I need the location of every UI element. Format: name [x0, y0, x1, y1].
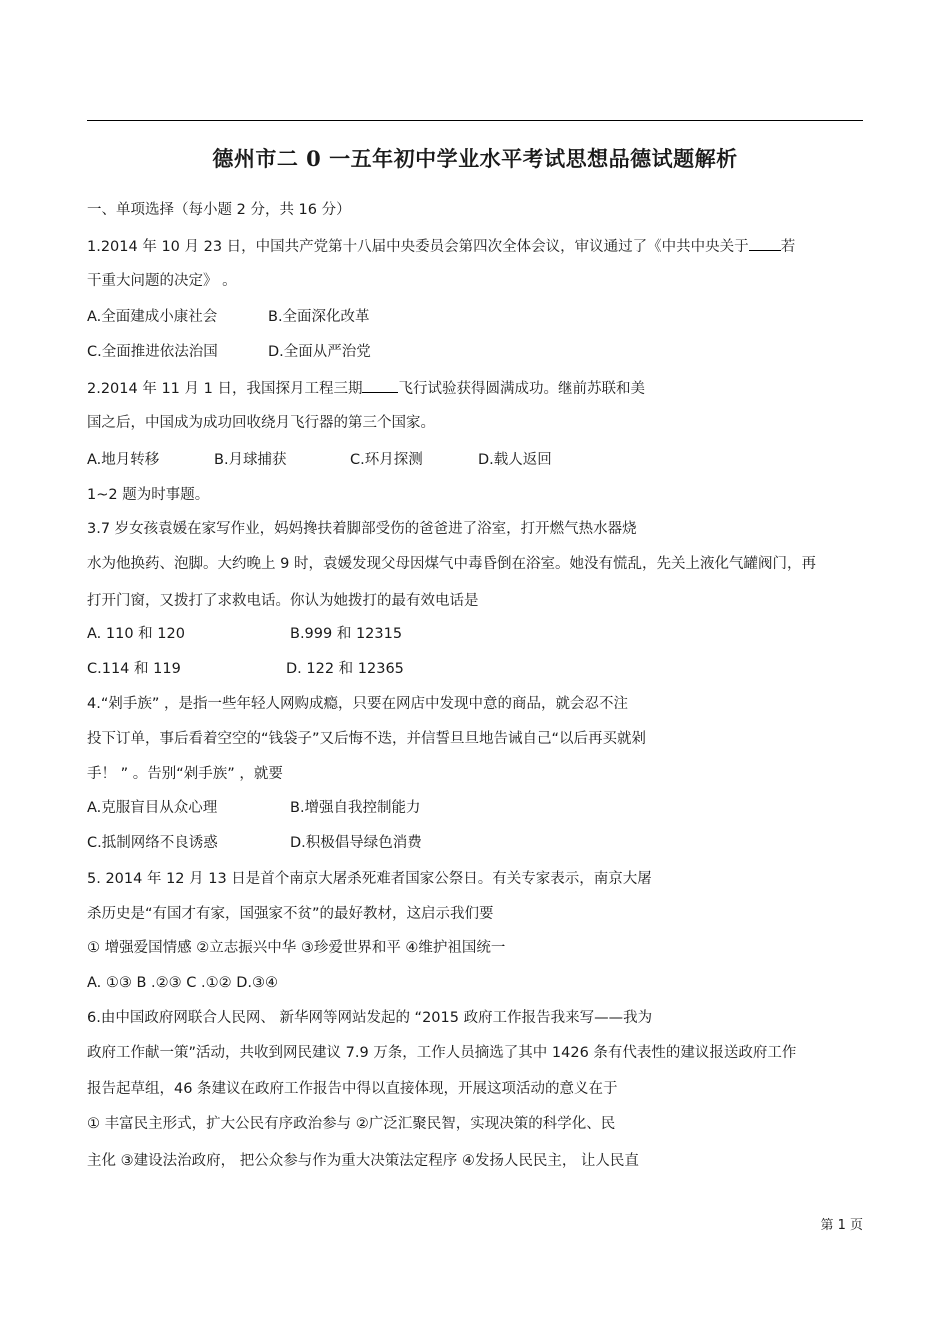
question-4-line-3: 手！ ” 。告别“剁手族” ，就要 — [87, 766, 283, 782]
question-2-text-b: 飞行试验获得圆满成功。继前苏联和美 — [398, 381, 645, 397]
question-2-option-c: C.环月探测 — [350, 452, 423, 468]
note-current-affairs: 1~2 题为时事题。 — [87, 487, 210, 503]
question-4-line-2: 投下订单，事后看着空空的“钱袋子”又后悔不迭，并信誓旦旦地告诫自己“以后再买就剁 — [87, 731, 647, 747]
question-1-option-d: D.全面从严治党 — [268, 344, 371, 360]
question-5-line-2: 杀历史是“有国才有家，国强家不贫”的最好教材，这启示我们要 — [87, 906, 494, 922]
question-3-option-c: C.114 和 119 — [87, 661, 181, 677]
question-2-option-b: B.月球捕获 — [214, 452, 287, 468]
question-1-blank — [749, 236, 781, 251]
question-3-line-3: 打开门窗，又拨打了求救电话。你认为她拨打的最有效电话是 — [87, 593, 479, 609]
question-2-text-a: 2.2014 年 11 月 1 日，我国探月工程三期 — [87, 381, 363, 397]
question-3-option-d: D. 122 和 12365 — [286, 661, 404, 677]
question-1-option-a: A.全面建成小康社会 — [87, 309, 218, 325]
question-2-option-d: D.载人返回 — [478, 452, 552, 468]
section-heading: 一、单项选择（每小题 2 分，共 16 分） — [87, 202, 351, 218]
question-3-option-a: A. 110 和 120 — [87, 626, 185, 642]
question-1-line-2: 干重大问题的决定》 。 — [87, 273, 237, 289]
question-6-line-5: 主化 ③建设法治政府， 把公众参与作为重大决策法定程序 ④发扬人民民主， 让人民直 — [87, 1153, 639, 1169]
question-1-text-b: 若 — [780, 239, 796, 255]
question-5-options: A. ①③ B .②③ C .①② D.③④ — [87, 975, 278, 991]
question-4-option-c: C.抵制网络不良诱惑 — [87, 835, 218, 851]
question-5-line-3: ① 增强爱国情感 ②立志振兴中华 ③珍爱世界和平 ④维护祖国统一 — [87, 940, 506, 956]
question-3-line-2: 水为他换药、泡脚。大约晚上 9 时，袁媛发现父母因煤气中毒昏倒在浴室。她没有慌乱，先关上液化气罐阀门，再 — [87, 556, 816, 572]
question-2-line-1 — [87, 378, 645, 399]
question-3-option-b: B.999 和 12315 — [290, 626, 403, 642]
question-5-line-1: 5. 2014 年 12 月 13 日是首个南京大屠杀死难者国家公祭日。有关专家表示，南京大屠 — [87, 871, 652, 887]
question-4-line-1: 4.“剁手族” ，是指一些年轻人网购成瘾，只要在网店中发现中意的商品，就会忍不注 — [87, 696, 628, 712]
page-title: 德州市二 0 一五年初中学业水平考试思想品德试题解析 — [212, 146, 738, 171]
question-1-option-b: B.全面深化改革 — [268, 309, 370, 325]
question-6-line-2: 政府工作献一策”活动，共收到网民建议 7.9 万条，工作人员摘选了其中 1426 条有代表性的建议报送政府工作 — [87, 1045, 797, 1061]
question-1-line-1 — [87, 236, 795, 257]
question-2-blank — [362, 378, 398, 393]
header-rule — [87, 120, 863, 121]
question-2-line-2: 国之后，中国成为成功回收绕月飞行器的第三个国家。 — [87, 415, 435, 431]
page-number: 第 1 页 — [820, 1218, 863, 1233]
question-6-line-1: 6.由中国政府网联合人民网、 新华网等网站发起的 “2015 政府工作报告我来写——我为 — [87, 1010, 653, 1026]
question-2-option-a: A.地月转移 — [87, 452, 160, 468]
question-1-option-c: C.全面推进依法治国 — [87, 344, 218, 360]
question-4-option-b: B.增强自我控制能力 — [290, 800, 421, 816]
question-4-option-d: D.积极倡导绿色消费 — [290, 835, 422, 851]
question-3-line-1: 3.7 岁女孩袁媛在家写作业，妈妈搀扶着脚部受伤的爸爸进了浴室，打开燃气热水器烧 — [87, 521, 637, 537]
question-4-option-a: A.克服盲目从众心理 — [87, 800, 218, 816]
question-6-line-4: ① 丰富民主形式，扩大公民有序政治参与 ②广泛汇聚民智，实现决策的科学化、民 — [87, 1116, 616, 1132]
question-6-line-3: 报告起草组，46 条建议在政府工作报告中得以直接体现，开展这项活动的意义在于 — [87, 1081, 618, 1097]
question-1-text-a: 1.2014 年 10 月 23 日，中国共产党第十八届中央委员会第四次全体会议，审议通过了《中共中央关于 — [87, 239, 749, 255]
